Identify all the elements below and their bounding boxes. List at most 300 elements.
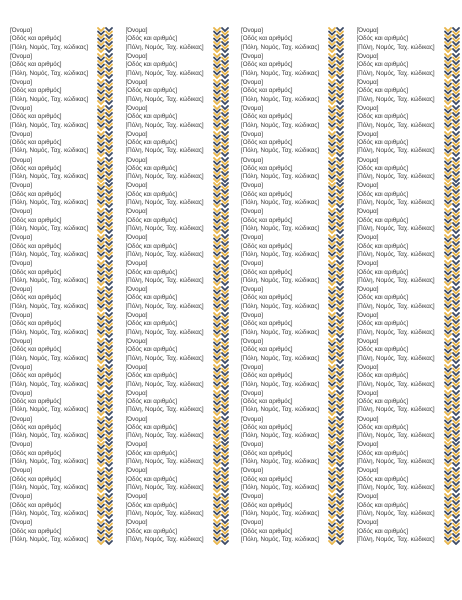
street-line: [Οδός και αριθμός]	[10, 449, 62, 457]
city-line: [Πόλη, Νομός, Ταχ. κώδικας]	[125, 510, 204, 517]
street-line: [Οδός και αριθμός]	[241, 139, 293, 146]
city-line: [Πόλη, Νομός, Ταχ. κώδικας]	[125, 251, 204, 258]
chevron-leaf-pattern-icon	[443, 27, 461, 53]
address-label	[126, 131, 230, 157]
name-line: [Όνομα]	[241, 78, 263, 86]
city-line: [Πόλη, Νομός, Ταχ. κώδικας]	[125, 276, 204, 284]
address-label	[10, 27, 114, 53]
name-line: [Όνομα]	[241, 182, 263, 190]
street-line: [Οδός και αριθμός]	[125, 35, 177, 43]
address-text	[126, 131, 212, 156]
address-text	[126, 53, 212, 78]
chevron-leaf-pattern-icon	[443, 260, 461, 286]
chevron-leaf-pattern-icon	[443, 390, 461, 416]
street-line: [Οδός και αριθμός]	[356, 501, 408, 509]
street-line: [Οδός και αριθμός]	[356, 320, 408, 328]
city-line: [Πόλη, Νομός, Ταχ. κώδικας]	[10, 380, 89, 388]
address-text	[241, 208, 327, 233]
address-text	[10, 390, 96, 415]
address-label	[126, 105, 230, 131]
street-line: [Οδός και αριθμός]	[241, 398, 293, 405]
address-label	[357, 519, 461, 545]
city-line: [Πόλη, Νομός, Ταχ. κώδικας]	[10, 121, 89, 129]
city-line: [Πόλη, Νομός, Ταχ. κώδικας]	[241, 510, 320, 517]
chevron-leaf-pattern-icon	[212, 467, 230, 493]
chevron-leaf-pattern-icon	[443, 105, 461, 131]
city-line: [Πόλη, Νομός, Ταχ. κώδικας]	[125, 380, 204, 388]
address-text	[357, 519, 443, 544]
chevron-leaf-pattern-icon	[327, 105, 345, 131]
city-line: [Πόλη, Νομός, Ταχ. κώδικας]	[125, 147, 204, 155]
chevron-leaf-pattern-icon	[327, 416, 345, 442]
chevron-leaf-pattern-icon	[327, 519, 345, 545]
name-line: [Όνομα]	[125, 208, 148, 216]
address-text	[10, 441, 96, 466]
chevron-leaf-pattern-icon	[212, 234, 230, 260]
address-text	[10, 416, 96, 441]
name-line: [Όνομα]	[356, 311, 379, 319]
chevron-leaf-pattern-icon	[96, 416, 114, 442]
street-line: [Οδός και αριθμός]	[125, 320, 177, 328]
address-text	[357, 338, 443, 363]
address-label	[357, 416, 461, 442]
name-line: [Όνομα]	[10, 234, 32, 242]
street-line: [Οδός και αριθμός]	[10, 35, 62, 43]
address-label	[241, 182, 345, 208]
address-text	[10, 53, 96, 78]
name-line: [Όνομα]	[10, 208, 32, 216]
name-line: [Όνομα]	[125, 156, 148, 164]
street-line: [Οδός και αριθμός]	[241, 527, 293, 535]
city-line: [Πόλη, Νομός, Ταχ. κώδικας]	[241, 406, 320, 414]
city-line: [Πόλη, Νομός, Ταχ. κώδικας]	[356, 121, 435, 129]
street-line: [Οδός και αριθμός]	[241, 242, 293, 250]
address-label	[241, 105, 345, 131]
city-line: [Πόλη, Νομός, Ταχ. κώδικας]	[356, 43, 435, 51]
chevron-leaf-pattern-icon	[327, 208, 345, 234]
address-text	[357, 27, 443, 52]
address-label	[241, 131, 345, 157]
address-label	[241, 519, 345, 545]
city-line: [Πόλη, Νομός, Ταχ. κώδικας]	[241, 276, 320, 284]
street-line: [Οδός και αριθμός]	[241, 216, 293, 224]
chevron-leaf-pattern-icon	[327, 234, 345, 260]
street-line: [Οδός και αριθμός]	[241, 475, 293, 483]
name-line: [Όνομα]	[356, 156, 379, 164]
address-label	[10, 131, 114, 157]
address-label	[10, 79, 114, 105]
street-line: [Οδός και αριθμός]	[241, 164, 293, 172]
address-text	[357, 493, 443, 518]
street-line: [Οδός και αριθμός]	[356, 398, 408, 405]
address-text	[10, 234, 96, 259]
chevron-leaf-pattern-icon	[212, 416, 230, 442]
address-text	[357, 416, 443, 441]
address-text	[357, 234, 443, 259]
street-line: [Οδός και αριθμός]	[241, 113, 293, 121]
chevron-leaf-pattern-icon	[96, 467, 114, 493]
street-line: [Οδός και αριθμός]	[356, 113, 408, 121]
address-text	[10, 260, 96, 285]
name-line: [Όνομα]	[241, 130, 263, 138]
city-line: [Πόλη, Νομός, Ταχ. κώδικας]	[241, 484, 320, 492]
street-line: [Οδός και αριθμός]	[125, 61, 177, 69]
street-line: [Οδός και αριθμός]	[241, 294, 293, 302]
address-label	[10, 364, 114, 390]
street-line: [Οδός και αριθμός]	[10, 113, 62, 121]
address-text	[357, 157, 443, 182]
name-line: [Όνομα]	[241, 286, 263, 293]
city-line: [Πόλη, Νομός, Ταχ. κώδικας]	[10, 43, 89, 51]
city-line: [Πόλη, Νομός, Ταχ. κώδικας]	[241, 147, 320, 155]
city-line: [Πόλη, Νομός, Ταχ. κώδικας]	[125, 225, 204, 233]
address-text	[241, 260, 327, 285]
city-line: [Πόλη, Νομός, Ταχ. κώδικας]	[356, 328, 435, 336]
name-line: [Όνομα]	[10, 389, 32, 397]
address-label	[126, 260, 230, 286]
street-line: [Οδός και αριθμός]	[241, 61, 293, 69]
city-line: [Πόλη, Νομός, Ταχ. κώδικας]	[10, 276, 89, 284]
city-line: [Πόλη, Νομός, Ταχ. κώδικας]	[125, 43, 204, 51]
name-line: [Όνομα]	[356, 260, 379, 268]
address-label	[10, 493, 114, 519]
address-text	[357, 79, 443, 104]
name-line: [Όνομα]	[241, 493, 263, 501]
address-label	[10, 519, 114, 545]
address-label	[241, 338, 345, 364]
street-line: [Οδός και αριθμός]	[241, 268, 293, 276]
address-label	[126, 53, 230, 79]
street-line: [Οδός και αριθμός]	[241, 320, 293, 328]
name-line: [Όνομα]	[125, 104, 148, 112]
city-line: [Πόλη, Νομός, Ταχ. κώδικας]	[10, 302, 89, 310]
street-line: [Οδός και αριθμός]	[356, 449, 408, 457]
address-text	[357, 260, 443, 285]
name-line: [Όνομα]	[10, 467, 32, 475]
address-text	[241, 416, 327, 441]
name-line: [Όνομα]	[125, 467, 148, 475]
city-line: [Πόλη, Νομός, Ταχ. κώδικας]	[125, 173, 204, 181]
name-line: [Όνομα]	[10, 156, 32, 164]
chevron-leaf-pattern-icon	[443, 131, 461, 157]
street-line: [Οδός και αριθμός]	[356, 294, 408, 302]
city-line: [Πόλη, Νομός, Ταχ. κώδικας]	[10, 251, 89, 258]
address-label	[357, 27, 461, 53]
address-text	[241, 157, 327, 182]
street-line: [Οδός και αριθμός]	[356, 35, 408, 43]
address-label	[357, 441, 461, 467]
street-line: [Οδός και αριθμός]	[356, 423, 408, 431]
city-line: [Πόλη, Νομός, Ταχ. κώδικας]	[356, 147, 435, 155]
address-text	[241, 312, 327, 337]
chevron-leaf-pattern-icon	[96, 312, 114, 338]
address-label	[10, 53, 114, 79]
street-line: [Οδός και αριθμός]	[356, 372, 408, 380]
chevron-leaf-pattern-icon	[327, 312, 345, 338]
chevron-leaf-pattern-icon	[443, 79, 461, 105]
address-label	[126, 157, 230, 183]
name-line: [Όνομα]	[10, 363, 32, 371]
address-label	[357, 53, 461, 79]
name-line: [Όνομα]	[356, 337, 379, 345]
address-label	[126, 416, 230, 442]
name-line: [Όνομα]	[241, 156, 263, 164]
chevron-leaf-pattern-icon	[212, 182, 230, 208]
name-line: [Όνομα]	[125, 78, 148, 86]
street-line: [Οδός και αριθμός]	[10, 320, 62, 328]
name-line: [Όνομα]	[125, 52, 148, 60]
chevron-leaf-pattern-icon	[327, 182, 345, 208]
city-line: [Πόλη, Νομός, Ταχ. κώδικας]	[10, 147, 89, 155]
name-line: [Όνομα]	[125, 130, 148, 138]
street-line: [Οδός και αριθμός]	[125, 346, 177, 354]
chevron-leaf-pattern-icon	[212, 364, 230, 390]
city-line: [Πόλη, Νομός, Ταχ. κώδικας]	[356, 251, 435, 258]
street-line: [Οδός και αριθμός]	[356, 87, 408, 95]
street-line: [Οδός και αριθμός]	[125, 423, 177, 431]
street-line: [Οδός και αριθμός]	[356, 139, 408, 146]
chevron-leaf-pattern-icon	[443, 208, 461, 234]
street-line: [Οδός και αριθμός]	[125, 139, 177, 146]
address-text	[357, 105, 443, 130]
chevron-leaf-pattern-icon	[212, 338, 230, 364]
address-label	[357, 182, 461, 208]
name-line: [Όνομα]	[356, 286, 379, 293]
street-line: [Οδός και αριθμός]	[10, 216, 62, 224]
name-line: [Όνομα]	[241, 389, 263, 397]
street-line: [Οδός και αριθμός]	[356, 475, 408, 483]
address-label	[126, 338, 230, 364]
address-text	[241, 53, 327, 78]
street-line: [Οδός και αριθμός]	[125, 242, 177, 250]
city-line: [Πόλη, Νομός, Ταχ. κώδικας]	[241, 354, 320, 362]
name-line: [Όνομα]	[10, 260, 32, 268]
street-line: [Οδός και αριθμός]	[125, 190, 177, 198]
address-label	[126, 312, 230, 338]
chevron-leaf-pattern-icon	[212, 493, 230, 519]
address-label	[357, 208, 461, 234]
address-text	[10, 286, 96, 311]
chevron-leaf-pattern-icon	[96, 286, 114, 312]
name-line: [Όνομα]	[125, 260, 148, 268]
address-label	[241, 208, 345, 234]
chevron-leaf-pattern-icon	[327, 390, 345, 416]
address-text	[126, 27, 212, 52]
address-text	[126, 312, 212, 337]
name-line: [Όνομα]	[241, 441, 263, 449]
name-line: [Όνομα]	[241, 337, 263, 345]
address-label	[241, 234, 345, 260]
address-label	[126, 467, 230, 493]
chevron-leaf-pattern-icon	[212, 27, 230, 53]
chevron-leaf-pattern-icon	[212, 208, 230, 234]
chevron-leaf-pattern-icon	[443, 364, 461, 390]
city-line: [Πόλη, Νομός, Ταχ. κώδικας]	[10, 95, 89, 103]
chevron-leaf-pattern-icon	[212, 53, 230, 79]
address-text	[241, 441, 327, 466]
address-label	[241, 467, 345, 493]
address-text	[357, 182, 443, 207]
address-label	[357, 260, 461, 286]
address-text	[357, 286, 443, 311]
city-line: [Πόλη, Νομός, Ταχ. κώδικας]	[125, 95, 204, 103]
address-label	[126, 364, 230, 390]
chevron-leaf-pattern-icon	[96, 131, 114, 157]
address-text	[126, 493, 212, 518]
address-label	[241, 260, 345, 286]
address-text	[357, 208, 443, 233]
name-line: [Όνομα]	[356, 389, 379, 397]
address-label	[241, 441, 345, 467]
city-line: [Πόλη, Νομός, Ταχ. κώδικας]	[241, 43, 320, 51]
name-line: [Όνομα]	[10, 27, 32, 34]
address-text	[126, 519, 212, 544]
street-line: [Οδός και αριθμός]	[241, 449, 293, 457]
address-text	[241, 338, 327, 363]
address-label	[10, 416, 114, 442]
name-line: [Όνομα]	[125, 441, 148, 449]
name-line: [Όνομα]	[125, 182, 148, 190]
address-label	[241, 312, 345, 338]
address-label	[357, 493, 461, 519]
chevron-leaf-pattern-icon	[443, 157, 461, 183]
address-label	[357, 364, 461, 390]
chevron-leaf-pattern-icon	[443, 286, 461, 312]
address-label	[126, 286, 230, 312]
street-line: [Οδός και αριθμός]	[125, 501, 177, 509]
address-text	[126, 234, 212, 259]
name-line: [Όνομα]	[241, 27, 263, 34]
address-text	[241, 182, 327, 207]
street-line: [Οδός και αριθμός]	[10, 242, 62, 250]
chevron-leaf-pattern-icon	[327, 493, 345, 519]
address-text	[126, 260, 212, 285]
city-line: [Πόλη, Νομός, Ταχ. κώδικας]	[356, 406, 435, 414]
name-line: [Όνομα]	[356, 519, 379, 527]
street-line: [Οδός και αριθμός]	[125, 475, 177, 483]
chevron-leaf-pattern-icon	[443, 493, 461, 519]
city-line: [Πόλη, Νομός, Ταχ. κώδικας]	[356, 510, 435, 517]
address-text	[126, 364, 212, 389]
city-line: [Πόλη, Νομός, Ταχ. κώδικας]	[125, 121, 204, 129]
address-text	[10, 312, 96, 337]
name-line: [Όνομα]	[356, 130, 379, 138]
city-line: [Πόλη, Νομός, Ταχ. κώδικας]	[356, 69, 435, 77]
chevron-leaf-pattern-icon	[443, 441, 461, 467]
address-text	[241, 234, 327, 259]
address-label	[10, 467, 114, 493]
chevron-leaf-pattern-icon	[443, 182, 461, 208]
address-text	[357, 390, 443, 415]
city-line: [Πόλη, Νομός, Ταχ. κώδικας]	[10, 458, 89, 466]
chevron-leaf-pattern-icon	[96, 105, 114, 131]
name-line: [Όνομα]	[10, 104, 32, 112]
city-line: [Πόλη, Νομός, Ταχ. κώδικας]	[10, 225, 89, 233]
street-line: [Οδός και αριθμός]	[10, 501, 62, 509]
address-text	[10, 131, 96, 156]
name-line: [Όνομα]	[125, 311, 148, 319]
name-line: [Όνομα]	[356, 27, 379, 34]
street-line: [Οδός και αριθμός]	[10, 294, 62, 302]
name-line: [Όνομα]	[125, 363, 148, 371]
street-line: [Οδός και αριθμός]	[10, 423, 62, 431]
street-line: [Οδός και αριθμός]	[125, 87, 177, 95]
address-label	[126, 208, 230, 234]
name-line: [Όνομα]	[356, 493, 379, 501]
city-line: [Πόλη, Νομός, Ταχ. κώδικας]	[241, 199, 320, 207]
city-line: [Πόλη, Νομός, Ταχ. κώδικας]	[125, 354, 204, 362]
chevron-leaf-pattern-icon	[96, 79, 114, 105]
street-line: [Οδός και αριθμός]	[356, 346, 408, 354]
address-label	[241, 27, 345, 53]
chevron-leaf-pattern-icon	[327, 441, 345, 467]
address-text	[10, 338, 96, 363]
address-label	[241, 416, 345, 442]
name-line: [Όνομα]	[356, 467, 379, 475]
city-line: [Πόλη, Νομός, Ταχ. κώδικας]	[241, 251, 320, 258]
address-label	[126, 441, 230, 467]
city-line: [Πόλη, Νομός, Ταχ. κώδικας]	[125, 458, 204, 466]
address-text	[241, 27, 327, 52]
address-label	[10, 260, 114, 286]
address-text	[357, 312, 443, 337]
name-line: [Όνομα]	[241, 52, 263, 60]
chevron-leaf-pattern-icon	[212, 131, 230, 157]
name-line: [Όνομα]	[125, 234, 148, 242]
chevron-leaf-pattern-icon	[443, 234, 461, 260]
name-line: [Όνομα]	[356, 208, 379, 216]
address-text	[241, 105, 327, 130]
name-line: [Όνομα]	[241, 104, 263, 112]
chevron-leaf-pattern-icon	[212, 157, 230, 183]
street-line: [Οδός και αριθμός]	[356, 527, 408, 535]
street-line: [Οδός και αριθμός]	[241, 87, 293, 95]
street-line: [Οδός και αριθμός]	[125, 372, 177, 380]
chevron-leaf-pattern-icon	[212, 519, 230, 545]
name-line: [Όνομα]	[125, 415, 148, 423]
address-label	[10, 182, 114, 208]
city-line: [Πόλη, Νομός, Ταχ. κώδικας]	[356, 173, 435, 181]
address-text	[241, 390, 327, 415]
city-line: [Πόλη, Νομός, Ταχ. κώδικας]	[10, 535, 89, 543]
street-line: [Οδός και αριθμός]	[10, 139, 62, 146]
name-line: [Όνομα]	[125, 519, 148, 527]
address-label	[10, 390, 114, 416]
city-line: [Πόλη, Νομός, Ταχ. κώδικας]	[241, 225, 320, 233]
name-line: [Όνομα]	[241, 260, 263, 268]
street-line: [Οδός και αριθμός]	[241, 372, 293, 380]
chevron-leaf-pattern-icon	[327, 131, 345, 157]
chevron-leaf-pattern-icon	[327, 338, 345, 364]
address-label	[126, 79, 230, 105]
name-line: [Όνομα]	[10, 311, 32, 319]
address-label	[10, 234, 114, 260]
address-text	[357, 364, 443, 389]
address-label	[241, 286, 345, 312]
name-line: [Όνομα]	[10, 130, 32, 138]
city-line: [Πόλη, Νομός, Ταχ. κώδικας]	[356, 432, 435, 440]
chevron-leaf-pattern-icon	[443, 467, 461, 493]
address-text	[241, 131, 327, 156]
address-text	[10, 157, 96, 182]
city-line: [Πόλη, Νομός, Ταχ. κώδικας]	[356, 458, 435, 466]
street-line: [Οδός και αριθμός]	[356, 164, 408, 172]
address-text	[241, 79, 327, 104]
city-line: [Πόλη, Νομός, Ταχ. κώδικας]	[241, 380, 320, 388]
name-line: [Όνομα]	[10, 182, 32, 190]
address-label	[126, 27, 230, 53]
address-text	[126, 390, 212, 415]
